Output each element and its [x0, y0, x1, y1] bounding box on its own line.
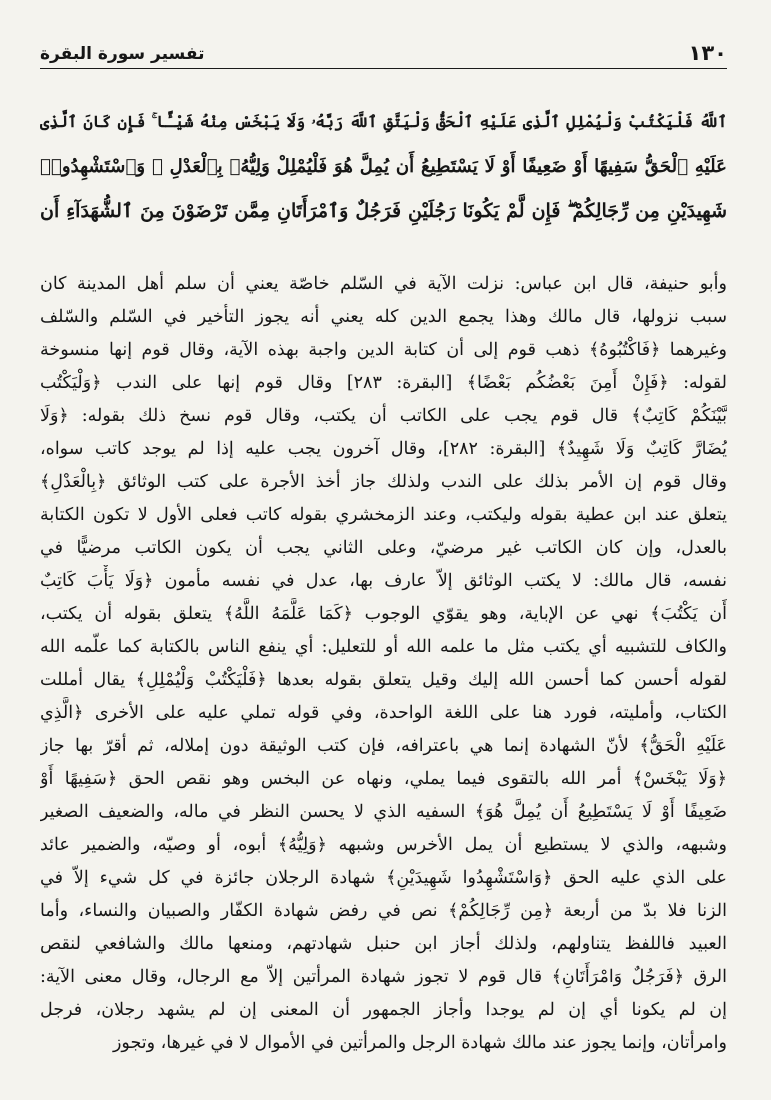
commentary-line: لقوله: ﴿فَإِنْ أَمِنَ بَعْضُكُم بَعْضًا﴾ [البقرة: ٢٨٣] وقال قوم إنها على الندب ﴿وَلْيَكْتُب — [40, 373, 727, 393]
tafsir-commentary — [40, 268, 727, 1060]
commentary-line: وامرأتان، وإنما يجوز عند مالك شهادة الرجل والمرأتين في الأموال لا في غيرها، وتجوز — [112, 1033, 727, 1053]
commentary-line: سبب نزولها، قال مالك وهذا يجمع الدين كله يعني أنه يجوز التأخير في السّلم والسّلف — [40, 307, 727, 327]
commentary-line: بالعدل، وإن كان الكاتب غير مرضيّ، وعلى الثاني يجب أن يكون الكاتب مرضيًّا في — [40, 538, 727, 558]
quran-line: شَهِيدَيْنِ مِن رِّجَالِكُمْ ۖ فَإِن لَّمْ يَكُونَا رَجُلَيْنِ فَرَجُلٌ وَٱمْرَأَتَانِ مِمَّن تَرْضَوْنَ مِنَ ٱلشُّهَدَآءِ أَن — [40, 200, 727, 222]
commentary-line: وشبهه، والذي لا يستطيع أن يمل الأخرس وشبهه ﴿وَلِيُّهُ﴾ أبوه، أو وصيّه، والضمير عائد — [40, 835, 727, 855]
commentary-line: الكتاب، وأمليته، فورد هنا على اللغة الواحدة، وفي قوله تملي عليه على الأخرى ﴿الَّذِي — [40, 703, 727, 723]
commentary-line: ضَعِيفًا أَوْ لَا يَسْتَطِيعُ أَن يُمِلَّ هُوَ﴾ السفيه الذي لا يحسن النظر في ماله، والضعيف الصغير — [40, 802, 727, 822]
commentary-line: إن لم يكونا أي إن لم يوجدا وأجاز الجمهور أن المعنى إن لم يشهد رجلان، فرجل — [40, 1000, 727, 1020]
quran-line: ٱللَّهُ فَلْيَكْتُبْ وَلْيُمْلِلِ ٱلَّذِى عَلَيْهِ ٱلْحَقُّ وَلْيَتَّقِ ٱللَّهَ رَبَّهُۥ وَلَا يَبْخَسْ مِنْهُ شَيْـًٔا ۚ فَإِن كَانَ ٱلَّذِى — [40, 112, 727, 131]
commentary-line: عَلَيْهِ الْحَقُّ﴾ لأنّ الشهادة إنما هي باعترافه، فإن كتب الوثيقة دون إملاله، ثم أقرّ بها جاز — [40, 736, 727, 756]
commentary-line: وقال قوم إن الأمر بذلك على الندب ولذلك جاز أخذ الأجرة على كتب الوثائق ﴿بِالْعَدْلِ﴾ — [40, 472, 727, 492]
page-header — [40, 34, 727, 69]
page-number: ١٣٠ — [688, 41, 727, 65]
commentary-line: نفسه، قال مالك: لا يكتب الوثائق إلاّ عارف بها، عدل في نفسه مأمون ﴿وَلَا يَأْبَ كَاتِبٌ — [40, 571, 727, 591]
commentary-line: يُضَارَّ كَاتِبٌ وَلَا شَهِيدٌ﴾ [البقرة: ٢٨٢]، وقال آخرون يجب عليه إذا لم يوجد كاتب سواه، — [40, 439, 727, 459]
commentary-line: وغيرهما ﴿فَاكْتُبُوهُ﴾ ذهب قوم إلى أن كتابة الدين واجبة بهذه الآية، وقال قوم إنها منسوخة — [40, 340, 727, 360]
running-title: تفسير سورة البقرة — [40, 44, 205, 64]
commentary-line: على الذي عليه الحق ﴿وَاسْتَشْهِدُوا شَهِيدَيْنِ﴾ شهادة الرجلان جائزة في كل شيء إلاّ في — [40, 868, 727, 888]
commentary-line: أَن يَكْتُبَ﴾ نهي عن الإباية، وهو يقوّي الوجوب ﴿كَمَا عَلَّمَهُ اللَّهُ﴾ يتعلق بقوله أن يكتب، — [40, 604, 727, 624]
quran-line: عَلَيْهِ ٱلْحَقُّ سَفِيهًا أَوْ ضَعِيفًا أَوْ لَا يَسْتَطِيعُ أَن يُمِلَّ هُوَ فَلْيُمْلِلْ وَلِيُّهُۥ بِٱلْعَدْلِ ۚ وَٱسْتَشْهِدُوا۟ — [40, 156, 727, 177]
commentary-line: يتعلق عند ابن عطية بقوله وليكتب، وعند الزمخشري بقوله كاتب فعلى الأول لا تكون الكتابة — [40, 505, 727, 525]
commentary-line: بَّيْنَكُمْ كَاتِبٌ﴾ قال قوم يجب على الكاتب أن يكتب، وقال قوم نسخ ذلك بقوله: ﴿وَلَا — [40, 406, 727, 426]
commentary-line: العبيد فاللفظ يتناولهم، ولذلك أجاز ابن حنبل شهادتهم، ومنعها مالك والشافعي لنقص — [40, 934, 727, 954]
commentary-line: ﴿وَلَا يَبْخَسْ﴾ أمر الله بالتقوى فيما يملي، ونهاه عن البخس وهو نقص الحق ﴿سَفِيهًا أَوْ — [40, 769, 727, 789]
commentary-line: وأبو حنيفة، قال ابن عباس: نزلت الآية في السّلم خاصّة يعني أن سلم أهل المدينة كان — [40, 274, 727, 294]
commentary-line: لقوله أحسن كما أحسن الله إليك وقيل يتعلق بقوله بعدها ﴿فَلْيَكْتُبْ وَلْيُمْلِلِ﴾ يقال أمللت — [40, 670, 727, 690]
commentary-line: الرق ﴿فَرَجُلٌ وَامْرَأَتَانِ﴾ قال قوم لا تجوز شهادة المرأتين إلاّ مع الرجال، وقال معنى الآية: — [40, 967, 727, 987]
commentary-line: الزنا فلا بدّ من أربعة ﴿مِن رِّجَالِكُمْ﴾ نص في رفض شهادة الكفّار والصبيان والنساء، وأما — [40, 901, 727, 921]
commentary-line: والكاف للتشبيه أي يكتب مثل ما علمه الله أو للتعليل: أي ينفع الناس بالكتابة كما علّمه الله — [40, 637, 727, 657]
quran-verse-block — [40, 99, 727, 234]
